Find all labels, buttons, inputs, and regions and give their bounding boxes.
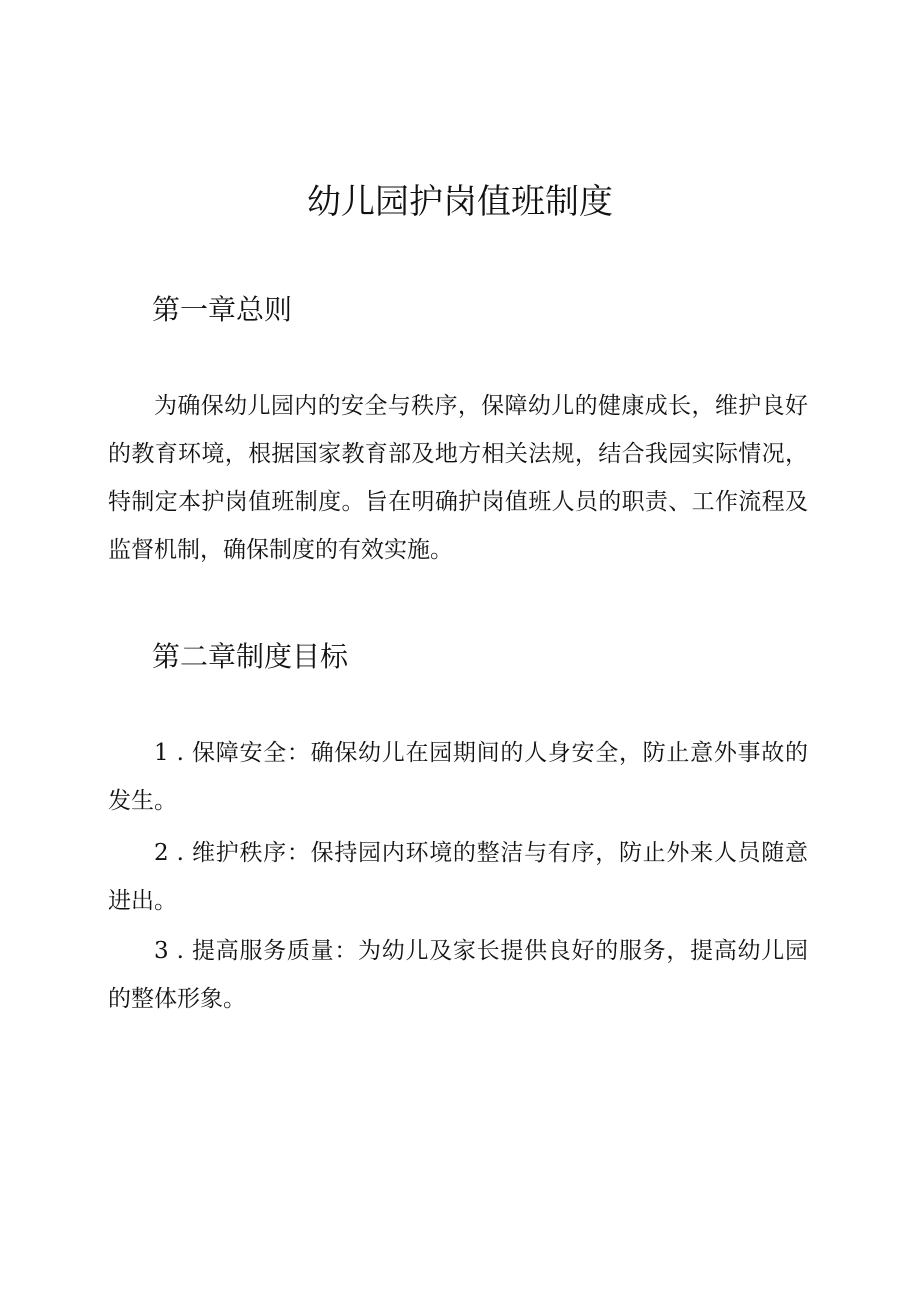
chapter-heading-goals: 第二章制度目标 [152,640,349,673]
chapter-heading-general: 第一章总则 [152,293,293,326]
goal-item-safety: 1 . 保障安全：确保幼儿在园期间的人身安全，防止意外事故的发生。 [108,740,808,814]
chapter-paragraph-general: 为确保幼儿园内的安全与秩序，保障幼儿的健康成长，维护良好的教育环境，根据国家教育部及地方相关法规，结合我园实际情况，特制定本护岗值班制度。旨在明确护岗值班人员的职责、工作流程及监督机制，确保制度的有效实施。 [108,393,808,563]
goal-item-service: 3 . 提高服务质量：为幼儿及家长提供良好的服务，提高幼儿园的整体形象。 [108,938,808,1012]
goal-item-order: 2 . 维护秩序：保持园内环境的整洁与有序，防止外来人员随意进出。 [108,840,808,914]
document-title: 幼儿园护岗值班制度 [307,182,613,222]
